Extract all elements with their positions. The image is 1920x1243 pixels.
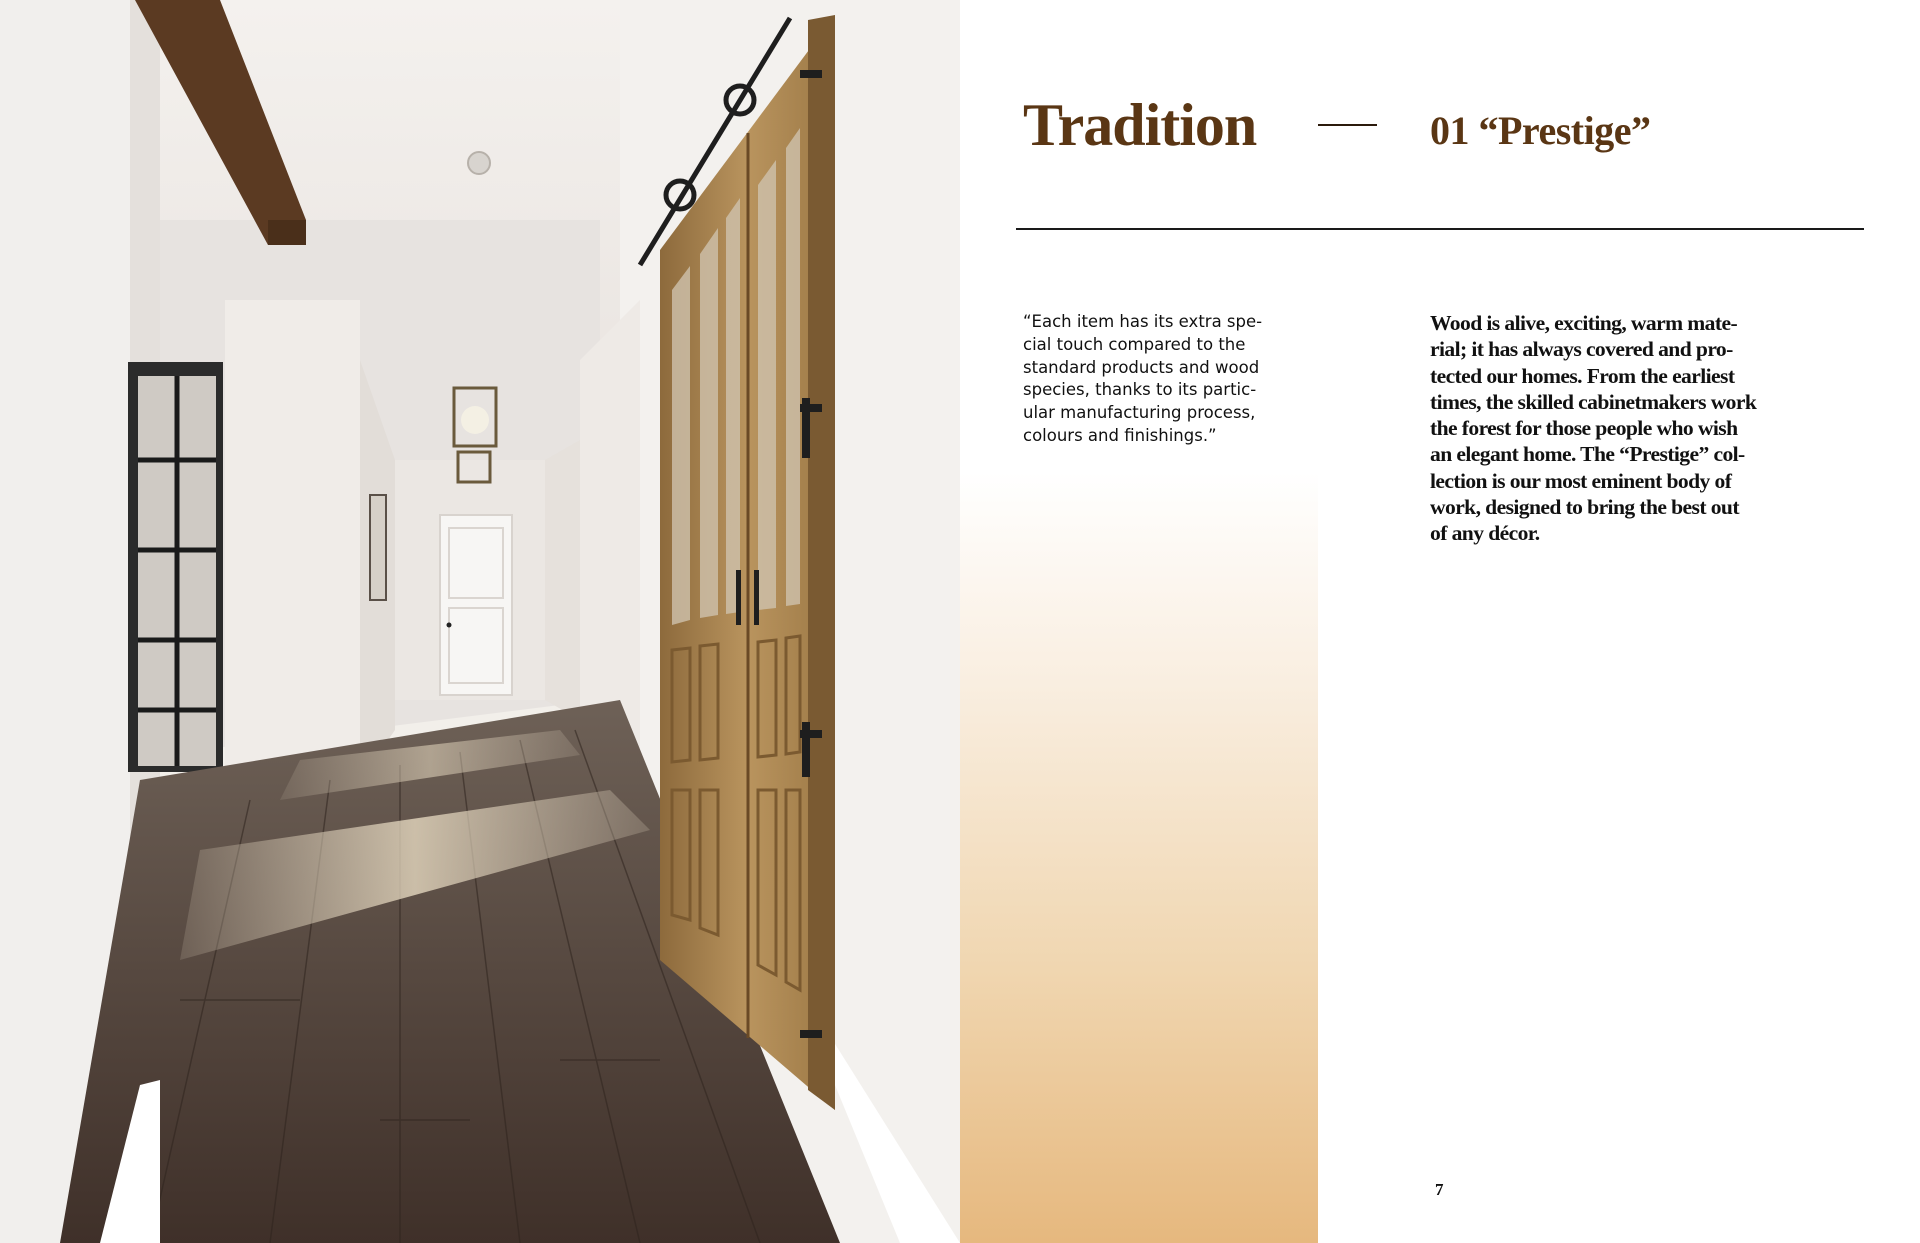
collection-subtitle: 01 “Prestige” xyxy=(1430,108,1651,153)
page-number: 7 xyxy=(1435,1180,1444,1199)
header-rule xyxy=(1016,228,1864,230)
gradient-column xyxy=(960,0,1318,1243)
page-title: Tradition xyxy=(1023,92,1257,158)
pull-quote: “Each item has its extra spe- cial touch compared to the standard products and wood species, thanks to its partic- ular manufacturing process, colours and finishings.” xyxy=(1023,312,1263,445)
title-dash-divider xyxy=(1318,124,1377,126)
body-paragraph: Wood is alive, exciting, warm mate- rial; it has always covered and pro- tected our homes. From the earliest times, the skilled cabinetmakers work the forest for those people who wish an elegant home. The “Prestige” col- lection is our most eminent body of work, designed to bring the best out of any décor. xyxy=(1430,311,1757,546)
